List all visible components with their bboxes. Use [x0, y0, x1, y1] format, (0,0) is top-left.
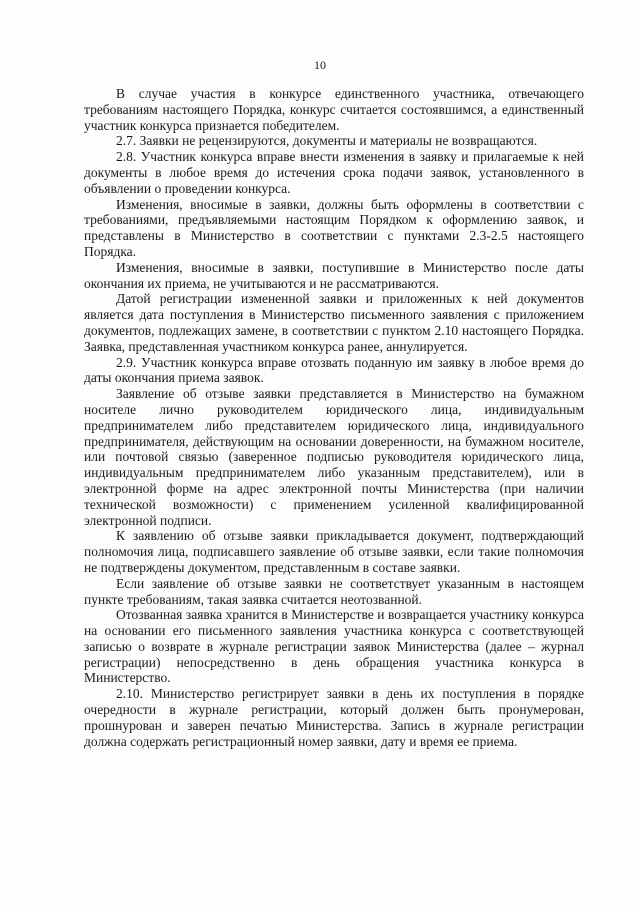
paragraph: В случае участия в конкурсе единственного участника, отвечающего требованиям настоящего Порядка, конкурс считается состоявшимся, а единственный участник конкурса признается победителем.	[84, 86, 584, 133]
paragraph: К заявлению об отзыве заявки прикладывается документ, подтверждающий полномочия лица, подписавшего заявление об отзыве заявки, если такие полномочия не подтверждены документом, представленным в составе заявки.	[84, 528, 584, 575]
paragraph: Если заявление об отзыве заявки не соответствует указанным в настоящем пункте требованиям, такая заявка считается неотозванной.	[84, 575, 584, 607]
paragraph: 2.10. Министерство регистрирует заявки в день их поступления в порядке очередности в журнале регистрации, который должен быть пронумерован, прошнурован и заверен печатью Министерства. Запись в журнале регистрации должна содержать регистрационный номер заявки, дату и время ее приема.	[84, 686, 584, 749]
paragraph: 2.8. Участник конкурса вправе внести изменения в заявку и прилагаемые к ней документы в любое время до истечения срока подачи заявок, установленного в объявлении о проведении конкурса.	[84, 149, 584, 196]
paragraph: 2.7. Заявки не рецензируются, документы и материалы не возвращаются.	[116, 133, 538, 149]
paragraph: 2.9. Участник конкурса вправе отозвать поданную им заявку в любое время до даты окончания приема заявок.	[84, 354, 584, 386]
paragraph: Отозванная заявка хранится в Министерстве и возвращается участнику конкурса на основании его письменного заявления участника конкурса с соответствующей записью о возврате в журнале регистрации заявок Министерства (далее – журнал регистрации) непосредственно в день обращения участника конкурса в Министерство.	[84, 607, 584, 686]
paragraph: Изменения, вносимые в заявки, поступившие в Министерство после даты окончания их приема, не учитываются и не рассматриваются.	[84, 259, 584, 291]
document-body	[84, 86, 584, 749]
paragraph: Датой регистрации измененной заявки и приложенных к ней документов является дата поступления в Министерство письменного заявления с приложением документов, подлежащих замене, в соответствии с пунктом 2.10 настоящего Порядка. Заявка, представленная участником конкурса ранее, аннулируется.	[84, 291, 584, 354]
paragraph: Изменения, вносимые в заявки, должны быть оформлены в соответствии с требованиями, предъявляемыми настоящим Порядком к оформлению заявок, и представлены в Министерство в соответствии с пунктами 2.3-2.5 настоящего Порядка.	[84, 196, 584, 259]
paragraph: Заявление об отзыве заявки представляется в Министерство на бумажном носителе лично руководителем юридического лица, индивидуальным предпринимателем либо представителем юридического лица, индивидуального предпринимателя, действующим на основании доверенности, на бумажном носителе, или почтовой связью (заверенное подписью руководителя юридического лица, индивидуальным предпринимателем либо указанным представителем), или в электронной форме на адрес электронной почты Министерства (при наличии технической возможности) с применением усиленной квалифицированной электронной подписи.	[84, 386, 584, 528]
page-number: 10	[314, 58, 326, 72]
